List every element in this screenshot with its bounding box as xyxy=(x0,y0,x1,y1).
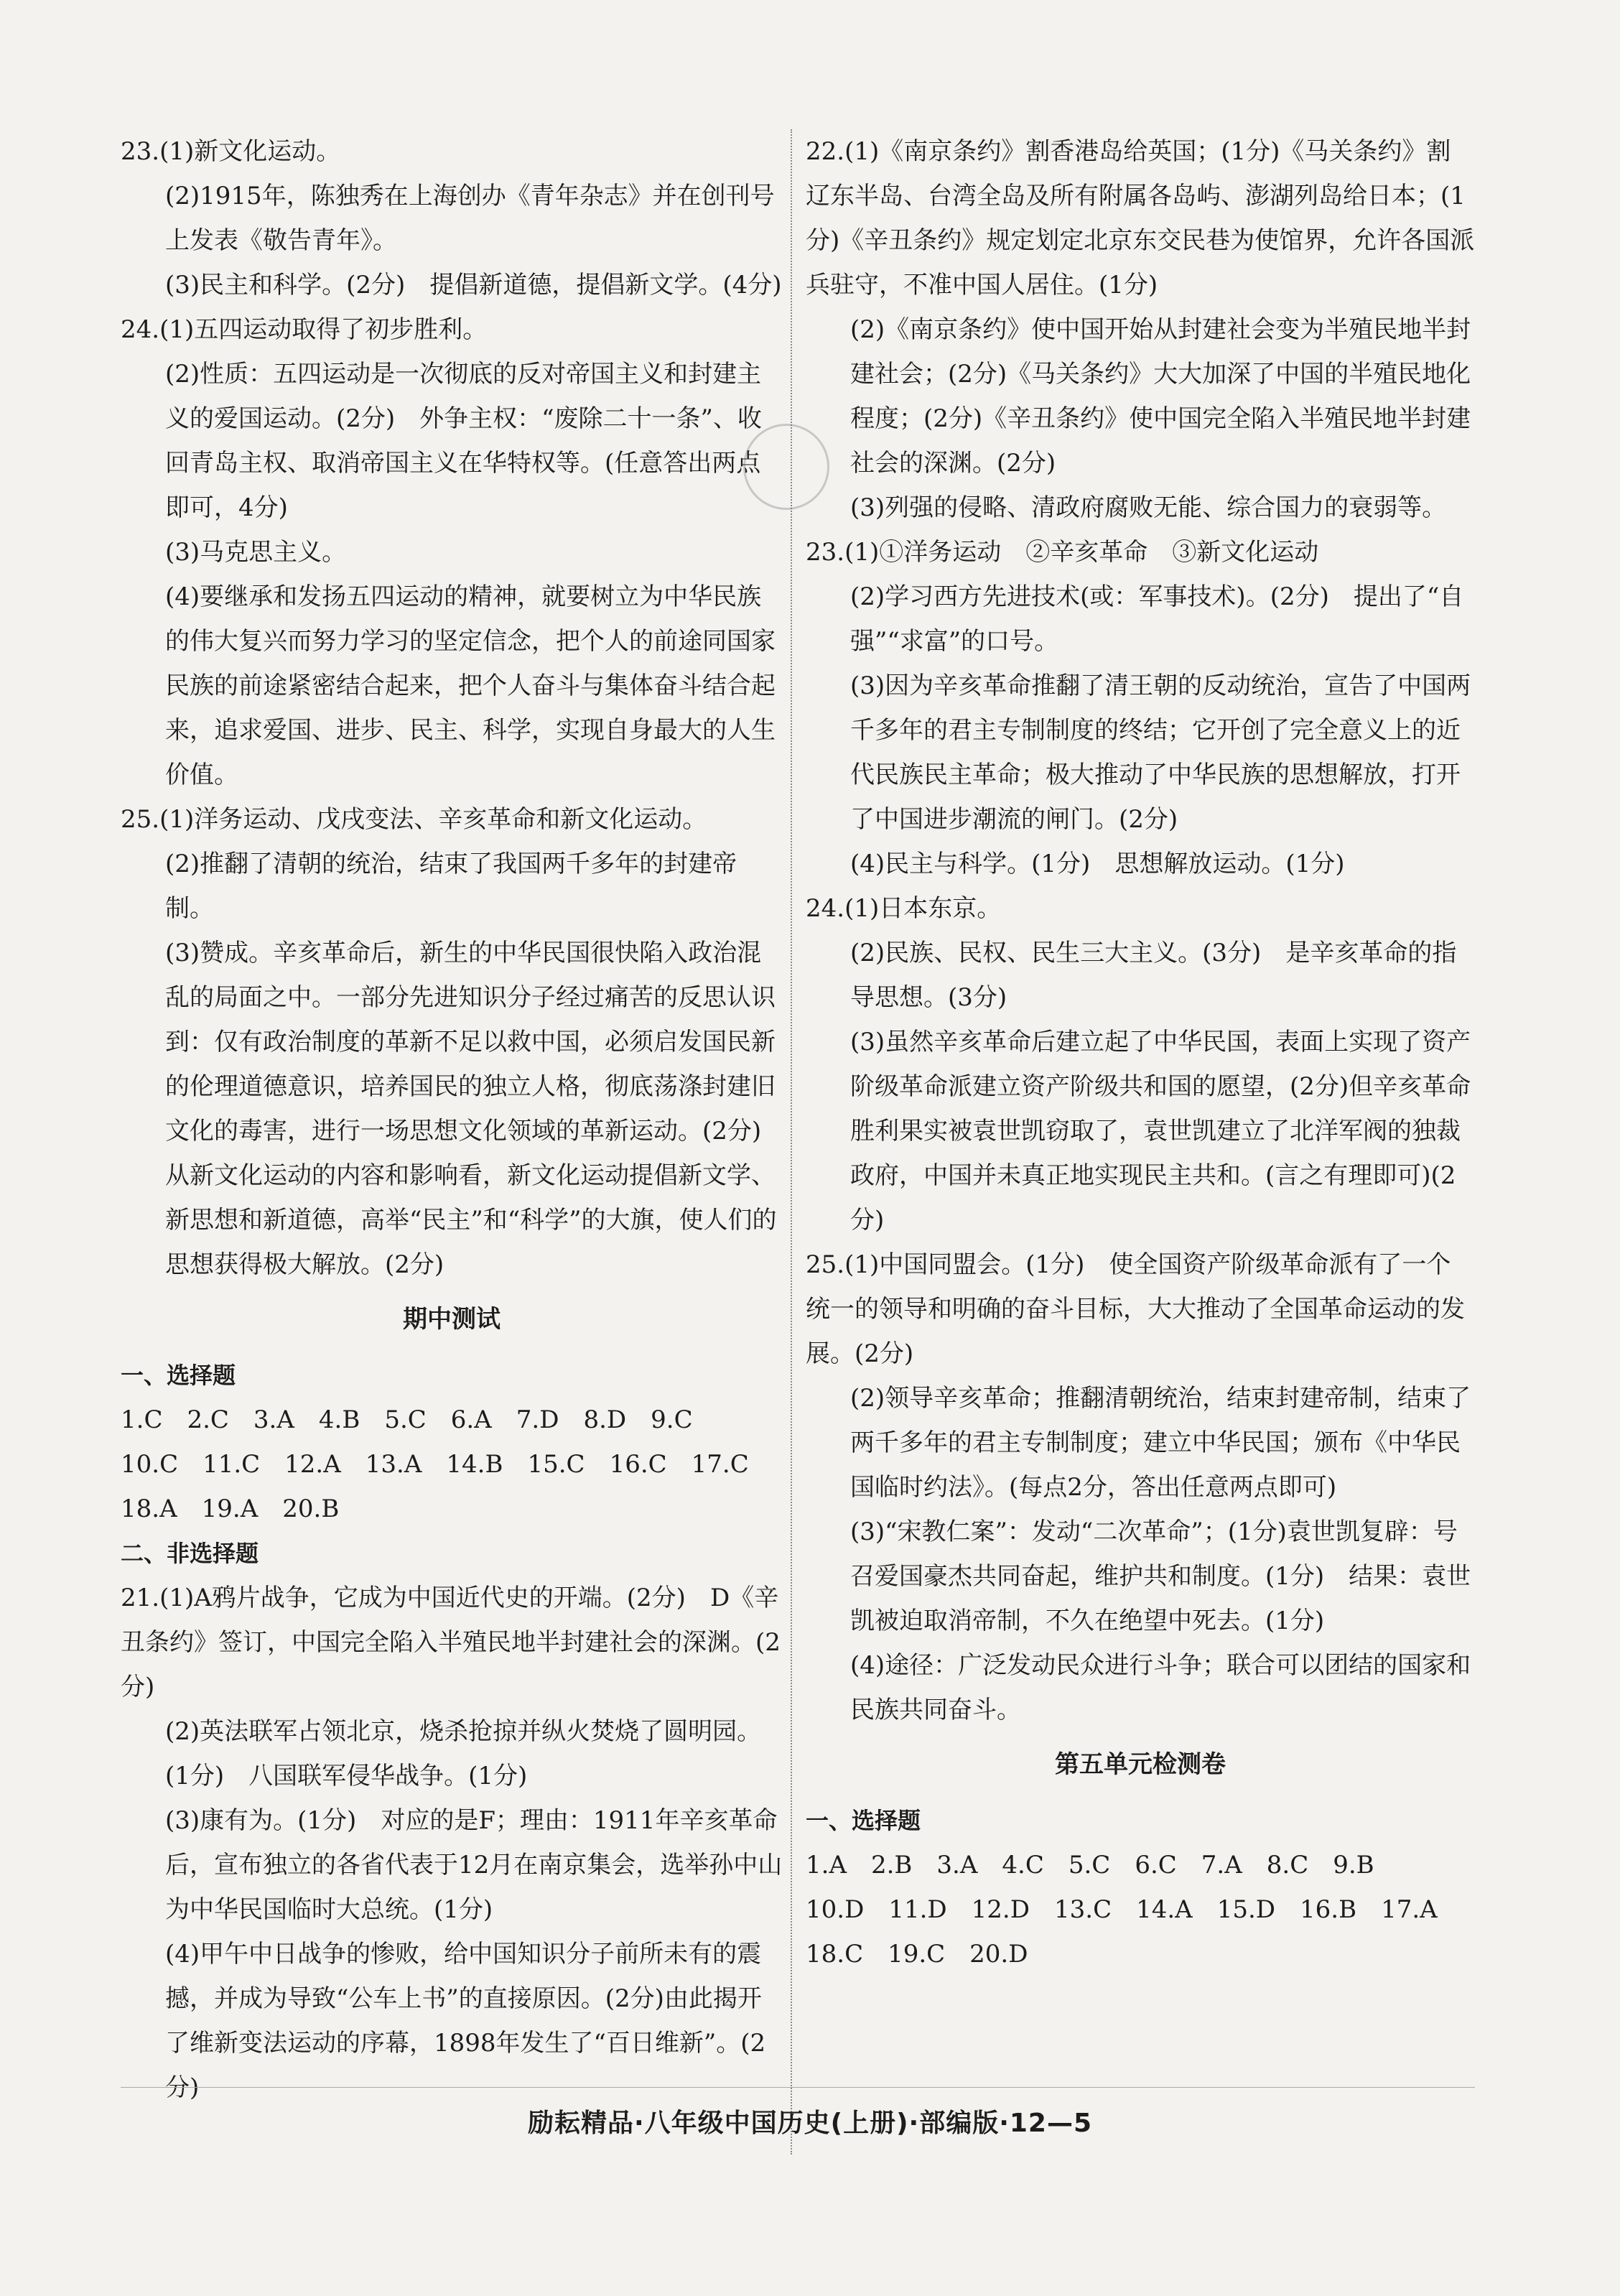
answer-line: (2)推翻了清朝的统治，结束了我国两千多年的封建帝制。 xyxy=(165,850,737,923)
answer-line: (2)1915年，陈独秀在上海创办《青年杂志》并在创刊号上发表《敬告青年》。 xyxy=(165,182,775,255)
answer-line: (3)赞成。辛亥革命后，新生的中华民国很快陷入政治混乱的局面之中。一部分先进知识分子经过痛苦的反思认识到：仅有政治制度的革新不足以救中国，必须启发国民新的伦理道德意识，培养国民的独立人格，彻底荡涤封建旧文化的毒害，进行一场思想文化领域的革新运动。(2分)从新文化运动的内容和影响看，新文化运动提倡新文学、新思想和新道德，高举“民主”和“科学”的大旗，使人们的思想获得极大解放。(2分) xyxy=(165,939,777,1279)
answer-line: (4)民主与科学。(1分) 思想解放运动。(1分) xyxy=(850,850,1345,878)
right-column xyxy=(806,129,1475,1976)
section-title-midterm: 期中测试 xyxy=(403,1305,501,1334)
answer-block-24 xyxy=(121,307,783,797)
answer-line: (2)学习西方先进技术(或：军事技术)。(2分) 提出了“自强”“求富”的口号。 xyxy=(850,582,1464,656)
answer-block-21 xyxy=(121,1576,783,2110)
answer-line: (2)性质：五四运动是一次彻底的反对帝国主义和封建主义的爱国运动。(2分) 外争主权：“废除二十一条”、收回青岛主权、取消帝国主义在华特权等。(任意答出两点即可，4分) xyxy=(165,360,762,522)
answer-block-23-right xyxy=(806,530,1475,886)
answer-line: (4)要继承和发扬五四运动的精神，就要树立为中华民族的伟大复兴而努力学习的坚定信念，把个人的前途同国家民族的前途紧密结合起来，把个人奋斗与集体奋斗结合起来，追求爱国、进步、民主、科学，实现自身最大的人生价值。 xyxy=(165,582,776,789)
answer-line: (3)虽然辛亥革命后建立起了中华民国，表面上实现了资产阶级革命派建立资产阶级共和国的愿望，(2分)但辛亥革命胜利果实被袁世凯窃取了，袁世凯建立了北洋军阀的独裁政府，中国并未真正地实现民主共和。(言之有理即可)(2分) xyxy=(850,1028,1471,1235)
answer-line: (2)民族、民权、民生三大主义。(3分) 是辛亥革命的指导思想。(3分) xyxy=(850,939,1457,1012)
answer-line: 24.(1)日本东京。 xyxy=(806,894,1002,923)
answer-line: (4)甲午中日战争的惨败，给中国知识分子前所未有的震撼，并成为导致“公车上书”的直接原因。(2分)由此揭开了维新变法运动的序幕，1898年发生了“百日维新”。(2分) xyxy=(165,1940,766,2102)
answer-line: (3)马克思主义。 xyxy=(165,538,347,567)
footer-rule xyxy=(121,2087,1475,2088)
choice-answers-row: 10.D 11.D 12.D 13.C 14.A 15.D 16.B 17.A xyxy=(806,1895,1438,1924)
answer-line: (3)民主和科学。(2分) 提倡新道德，提倡新文学。(4分) xyxy=(165,271,782,299)
answer-block-25 xyxy=(121,797,783,1287)
section-heading-nonchoice: 二、非选择题 xyxy=(121,1540,259,1567)
section-heading-choice: 一、选择题 xyxy=(121,1362,236,1389)
answer-line: 25.(1)洋务运动、戊戌变法、辛亥革命和新文化运动。 xyxy=(121,805,707,834)
answer-line: 21.(1)A鸦片战争，它成为中国近代史的开端。(2分) D《辛丑条约》签订，中国完全陷入半殖民地半封建社会的深渊。(2分) xyxy=(121,1584,781,1701)
choice-answers-row: 1.C 2.C 3.A 4.B 5.C 6.A 7.D 8.D 9.C xyxy=(121,1405,693,1434)
section-heading-choice: 一、选择题 xyxy=(806,1807,921,1834)
choice-answers-row: 18.A 19.A 20.B xyxy=(121,1495,340,1523)
answer-line: (3)列强的侵略、清政府腐败无能、综合国力的衰弱等。 xyxy=(850,493,1447,522)
choice-answers-row: 10.C 11.C 12.A 13.A 14.B 15.C 16.C 17.C xyxy=(121,1450,749,1479)
answer-block-22 xyxy=(806,129,1475,530)
answer-block-23 xyxy=(121,129,783,307)
answer-line: 24.(1)五四运动取得了初步胜利。 xyxy=(121,315,488,344)
answer-line: (2)《南京条约》使中国开始从封建社会变为半殖民地半封建社会；(2分)《马关条约》大大加深了中国的半殖民地化程度；(2分)《辛丑条约》使中国完全陷入半殖民地半封建社会的深渊。(2分) xyxy=(850,315,1471,478)
answer-line: 22.(1)《南京条约》割香港岛给英国；(1分)《马关条约》割辽东半岛、台湾全岛及所有附属各岛屿、澎湖列岛给日本；(1分)《辛丑条约》规定划定北京东交民巷为使馆界，允许各国派兵驻守，不准中国人居住。(1分) xyxy=(806,137,1475,299)
answer-line: 23.(1)①洋务运动 ②辛亥革命 ③新文化运动 xyxy=(806,538,1319,567)
answer-block-25-right xyxy=(806,1242,1475,1732)
answer-line: 25.(1)中国同盟会。(1分) 使全国资产阶级革命派有了一个统一的领导和明确的奋斗目标，大大推动了全国革命运动的发展。(2分) xyxy=(806,1250,1465,1368)
answer-block-24-right xyxy=(806,886,1475,1242)
choice-answers-row: 1.A 2.B 3.A 4.C 5.C 6.C 7.A 8.C 9.B xyxy=(806,1851,1374,1879)
answer-line: (3)康有为。(1分) 对应的是F；理由：1911年辛亥革命后，宣布独立的各省代表于12月在南京集会，选举孙中山为中华民国临时大总统。(1分) xyxy=(165,1806,783,1924)
answer-line: (4)途径：广泛发动民众进行斗争；联合可以团结的国家和民族共同奋斗。 xyxy=(850,1651,1471,1724)
answer-line: (3)因为辛亥革命推翻了清王朝的反动统治，宣告了中国两千多年的君主专制制度的终结；它开创了完全意义上的近代民族民主革命；极大推动了中华民族的思想解放，打开了中国进步潮流的闸门。(2分) xyxy=(850,671,1471,834)
answer-line: (3)“宋教仁案”：发动“二次革命”；(1分)袁世凯复辟：号召爱国豪杰共同奋起，维护共和制度。(1分) 结果：袁世凯被迫取消帝制，不久在绝望中死去。(1分) xyxy=(850,1518,1471,1635)
answer-line: (2)英法联军占领北京，烧杀抢掠并纵火焚烧了圆明园。(1分) 八国联军侵华战争。(1分) xyxy=(165,1717,762,1790)
choice-answers-row: 18.C 19.C 20.D xyxy=(806,1940,1028,1969)
answer-line: 23.(1)新文化运动。 xyxy=(121,137,341,166)
section-title-unit5: 第五单元检测卷 xyxy=(1055,1750,1226,1779)
answer-line: (2)领导辛亥革命；推翻清朝统治，结束封建帝制，结束了两千多年的君主专制制度；建立中华民国；颁布《中华民国临时约法》。(每点2分，答出任意两点即可) xyxy=(850,1384,1471,1502)
left-column xyxy=(121,129,783,2110)
page-footer: 励耘精品·八年级中国历史(上册)·部编版·12—5 xyxy=(527,2109,1093,2138)
